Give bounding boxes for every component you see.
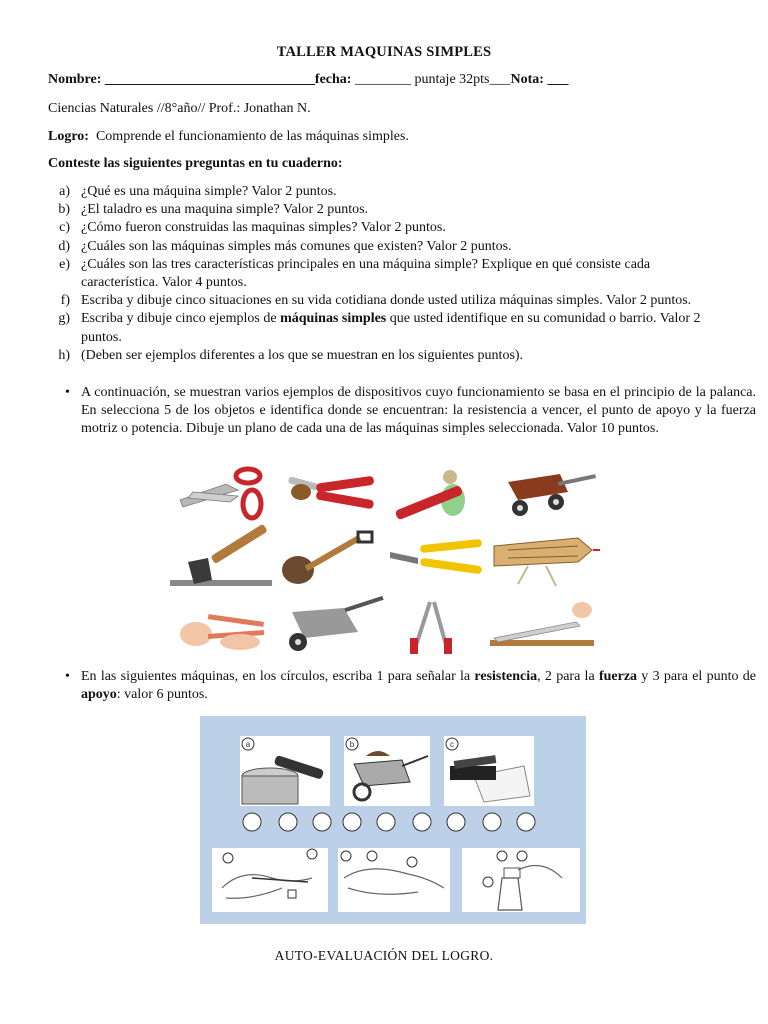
bullet-circles: • En las siguientes máquinas, en los círculos, escriba 1 para señalar la resistencia, 2 para la fuerza y 3 para el punto de apoyo: valor 6 puntos. <box>65 669 756 703</box>
lever-exercise-panel <box>200 716 586 924</box>
tweezers-hand-icon <box>212 848 328 912</box>
footer-self-evaluation: AUTO-EVALUACIÓN DEL LOGRO. <box>274 948 494 963</box>
nail-clipper-icon <box>338 848 450 912</box>
wheelbarrow-icon <box>508 474 596 516</box>
panel-label-c: c <box>450 740 454 749</box>
answer-circles <box>200 808 586 838</box>
tongs-icon <box>410 602 452 654</box>
nombre-blank: ______________________________ <box>104 72 315 87</box>
question-b: b) ¿El taladro es una maquina simple? Valor 2 puntos. <box>58 202 369 218</box>
lever-examples-svg <box>168 462 600 658</box>
fecha-blank: ________ <box>354 72 411 87</box>
bottle-opener-icon <box>395 470 465 520</box>
machine-box-e <box>338 848 450 912</box>
logro-text: Comprende el funcionamiento de las máquinas simples. <box>95 129 409 144</box>
question-h: h) (Deben ser ejemplos diferentes a los que se muestran en los siguientes puntos). <box>58 347 524 363</box>
nutcracker-icon <box>288 476 375 510</box>
panel-label-a: a <box>245 740 251 749</box>
logro-label: Logro: <box>48 129 89 144</box>
machine-box-b <box>344 736 430 806</box>
shovel-icon <box>282 532 372 584</box>
nota-label: Nota: <box>510 72 544 87</box>
bullet-dot: • <box>65 669 70 684</box>
nombre-label: Nombre: <box>48 72 102 87</box>
can-opener-icon <box>240 736 330 806</box>
pliers-icon <box>390 539 482 574</box>
panel-label-b: b <box>349 740 355 749</box>
question-a: a) ¿Qué es una máquina simple? Valor 2 puntos. <box>59 184 337 199</box>
tweezers-icon <box>180 614 264 650</box>
bullet-dot: • <box>65 385 70 400</box>
question-d: d) ¿Cuáles son las máquinas simples más comunes que existen? Valor 2 puntos. <box>58 238 512 254</box>
bullet-levers: • A continuación, se muestran varios ejemplos de dispositivos cuyo funcionamiento se basa en el principio de la palanca. En selecciona 5 de los objetos e identifica donde se encuentran: la resistencia a vencer, el punto de apoyo y la fuerza motriz o potencia. Dibuje un plano de cada una de las máquinas simples seleccionada. Valor 10 puntos. <box>65 385 756 437</box>
page-title: TALLER MAQUINAS SIMPLES <box>276 44 492 60</box>
question-c: c) ¿Cómo fueron construidas las maquinas simples? Valor 2 puntos. <box>59 220 446 236</box>
question-g: g) Escriba y dibuje cinco ejemplos de máquinas simples que usted identifique en su comunidad o barrio. Valor 2 puntos. <box>58 311 701 345</box>
fecha-label: fecha: <box>314 72 352 87</box>
instruction: Conteste las siguientes preguntas en tu cuaderno: <box>48 156 343 171</box>
machine-box-d <box>212 848 328 912</box>
hammer-icon <box>170 524 272 586</box>
stapler-icon <box>444 736 534 806</box>
lever-examples-grid <box>168 462 600 658</box>
wheelbarrow-gray-icon <box>289 596 384 651</box>
logro-line <box>48 129 409 145</box>
question-f: f) Escriba y dibuje cinco situaciones en su vida cotidiana donde usted utiliza máquinas simples. Valor 2 puntos. <box>60 293 692 309</box>
spray-bottle-icon <box>462 848 580 912</box>
machine-box-a <box>240 736 330 806</box>
nota-blank: ___ <box>547 72 569 87</box>
header-line <box>48 72 568 88</box>
scissors-icon <box>180 469 261 518</box>
puntaje-text: puntaje 32pts___ <box>414 72 511 87</box>
course-info: Ciencias Naturales //8°año// Prof.: Jonathan N. <box>48 101 311 116</box>
rowboat-icon <box>494 538 600 586</box>
machine-box-c <box>444 736 534 806</box>
machine-box-f <box>462 848 580 912</box>
paper-cutter-icon <box>490 602 594 646</box>
wheelbarrow-line-icon <box>344 736 430 806</box>
question-list <box>48 183 723 365</box>
question-e: e) ¿Cuáles son las tres características principales en una máquina simple? Explique en qué consiste cada característica. Valor 4 puntos. <box>59 256 651 291</box>
